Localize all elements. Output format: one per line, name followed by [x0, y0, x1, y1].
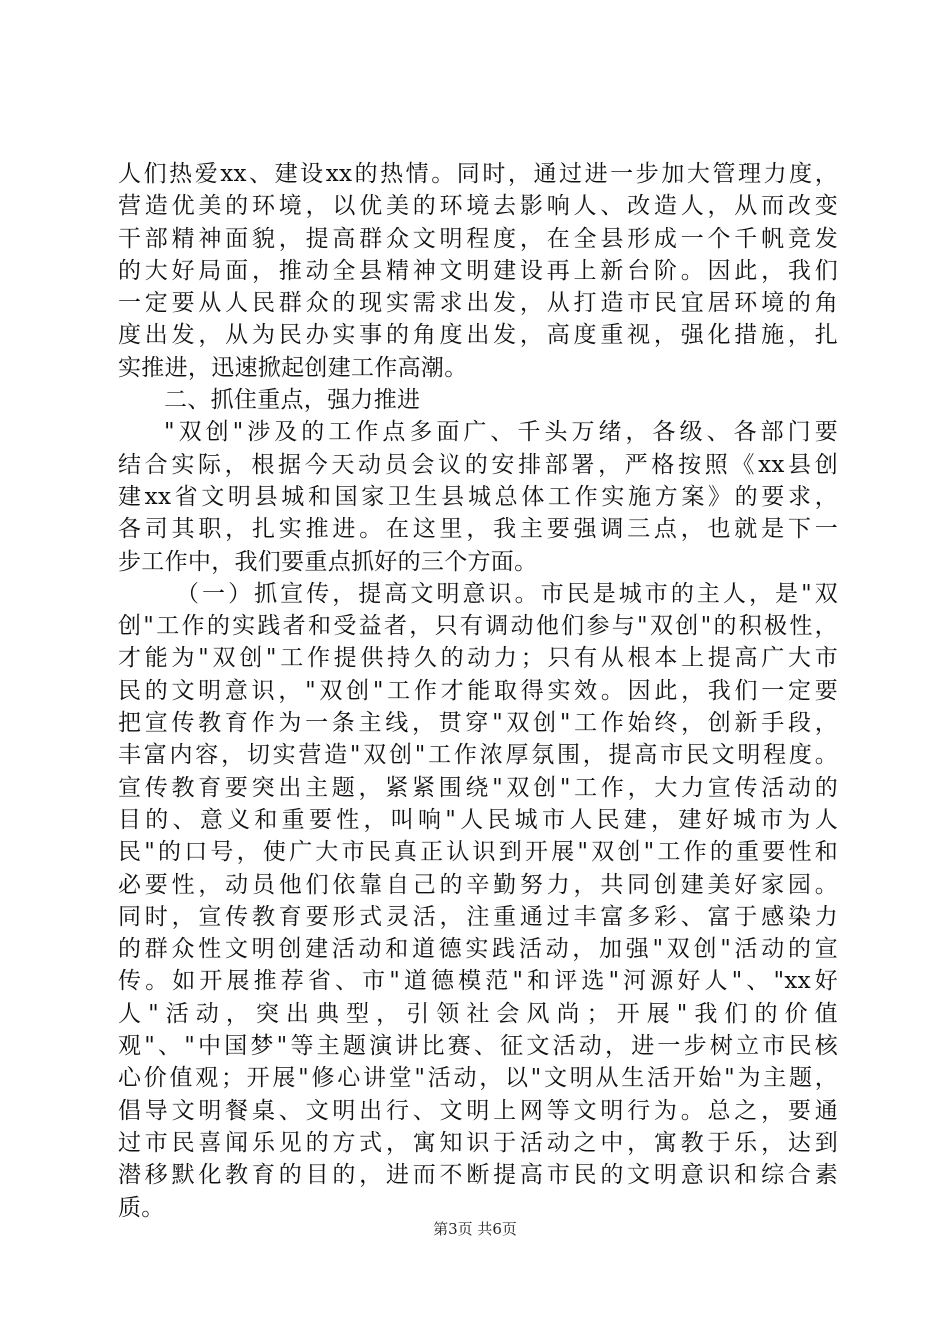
text-line: 结合实际，根据今天动员会议的安排部署，严格按照《xx县创: [118, 451, 838, 478]
text-line: 的群众性文明创建活动和道德实践活动，加强"双创"活动的宣: [118, 936, 838, 963]
text-line: 实推进，迅速掀起创建工作高潮。: [118, 354, 468, 381]
text-line: 目的、意义和重要性，叫响"人民城市人民建，建好城市为人: [118, 806, 838, 833]
text-line: 必要性，动员他们依靠自己的辛勤努力，共同创建美好家园。: [118, 871, 838, 898]
text-line: 干部精神面貌，提高群众文明程度，在全县形成一个千帆竞发: [118, 225, 838, 252]
text-line: 人"活动，突出典型，引领社会风尚；开展"我们的价值: [118, 1000, 838, 1027]
text-line: 过市民喜闻乐见的方式，寓知识于活动之中，寓教于乐，达到: [118, 1129, 838, 1156]
text-line: "双创"涉及的工作点多面广、千头万绪，各级、各部门要: [164, 419, 838, 446]
text-line: 一定要从人民群众的现实需求出发，从打造市民宜居环境的角: [118, 290, 838, 317]
body-text: [118, 158, 838, 1224]
text-line: 度出发，从为民办实事的角度出发，高度重视，强化措施，扎: [118, 322, 838, 349]
text-line: 同时，宣传教育要形式灵活，注重通过丰富多彩、富于感染力: [118, 903, 838, 930]
text-line: 观"、"中国梦"等主题演讲比赛、征文活动，进一步树立市民核: [118, 1033, 838, 1060]
subsection-line: （一）抓宣传，提高文明意识。市民是城市的主人，是"双: [176, 580, 838, 607]
text-line: 丰富内容，切实营造"双创"工作浓厚氛围，提高市民文明程度。: [118, 742, 838, 769]
section-heading: 二、抓住重点，强力推进: [164, 387, 421, 414]
text-line: 潜移默化教育的目的，进而不断提高市民的文明意识和综合素: [118, 1162, 838, 1189]
text-line: 民"的口号，使广大市民真正认识到开展"双创"工作的重要性和: [118, 839, 838, 866]
text-line: 创"工作的实践者和受益者，只有调动他们参与"双创"的积极性，: [118, 613, 838, 640]
text-line: 各司其职，扎实推进。在这里，我主要强调三点，也就是下一: [118, 516, 838, 543]
text-line: 心价值观；开展"修心讲堂"活动，以"文明从生活开始"为主题，: [118, 1065, 838, 1092]
text-line: 质。: [118, 1194, 165, 1221]
text-line: 倡导文明餐桌、文明出行、文明上网等文明行为。总之，要通: [118, 1097, 838, 1124]
text-line: 宣传教育要突出主题，紧紧围绕"双创"工作，大力宣传活动的: [118, 774, 838, 801]
text-line: 人们热爱xx、建设xx的热情。同时，通过进一步加大管理力度，: [118, 161, 838, 187]
text-line: 把宣传教育作为一条主线，贯穿"双创"工作始终，创新手段，: [118, 710, 838, 737]
text-line: 建xx省文明县城和国家卫生县城总体工作实施方案》的要求，: [118, 483, 838, 510]
page-footer: 第3页 共6页: [433, 1220, 517, 1238]
text-line: 营造优美的环境，以优美的环境去影响人、改造人，从而改变: [118, 193, 838, 220]
text-line: 的大好局面，推动全县精神文明建设再上新台阶。因此，我们: [118, 257, 838, 284]
text-line: 传。如开展推荐省、市"道德模范"和评选"河源好人"、"xx好: [118, 968, 838, 995]
text-line: 才能为"双创"工作提供持久的动力；只有从根本上提高广大市: [118, 645, 838, 672]
text-line: 步工作中，我们要重点抓好的三个方面。: [118, 548, 538, 575]
text-line: 民的文明意识，"双创"工作才能取得实效。因此，我们一定要: [118, 677, 838, 704]
